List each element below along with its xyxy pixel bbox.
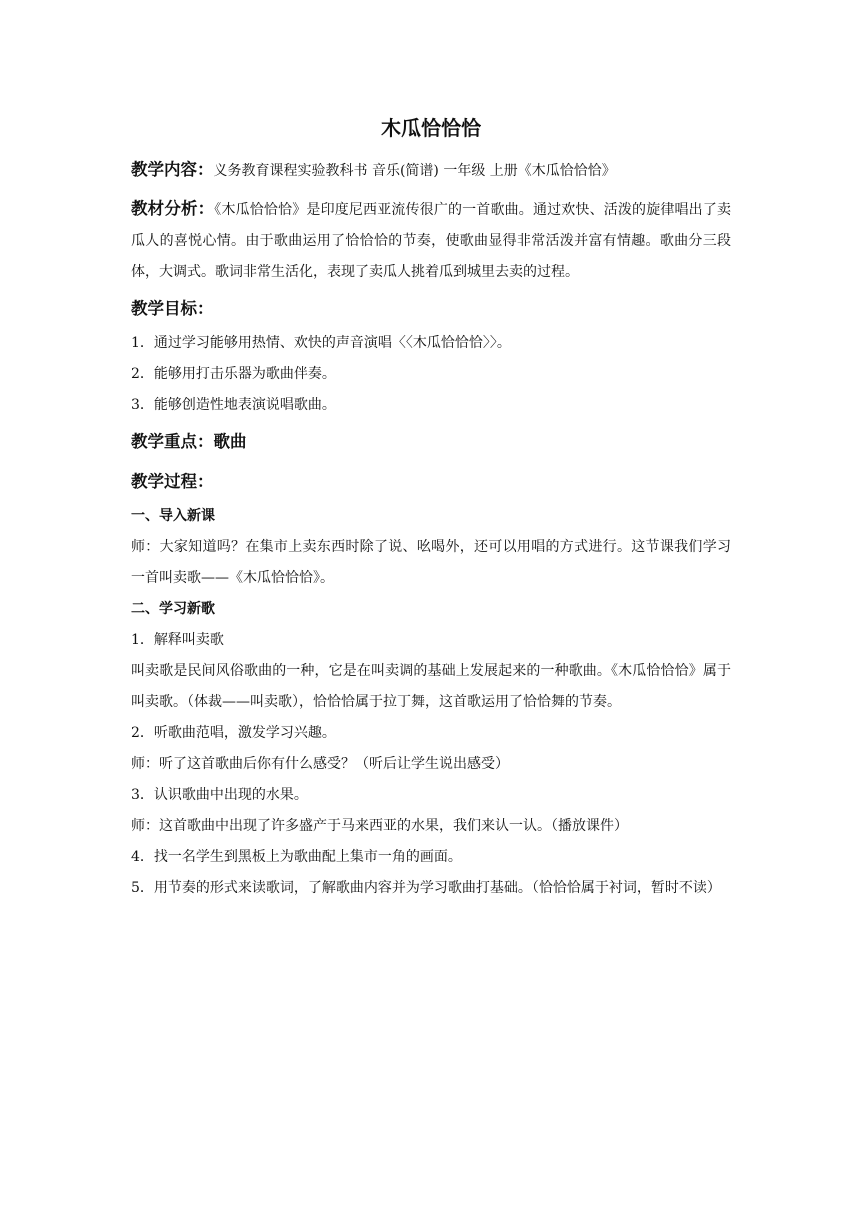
step-line: 2．听歌曲范唱，激发学习兴趣。 [131,725,336,741]
material-analysis-text: 《木瓜恰恰恰》是印度尼西亚流传很广的一首歌曲。通过欢快、活泼的旋律唱出了卖瓜人的喜悦心情。由于歌曲运用了恰恰恰的节奏，使歌曲显得非常活泼并富有情趣。歌曲分三段体，大调式。歌词非常生活化，表现了卖瓜人挑着瓜到城里去卖的过程。 [131,202,732,280]
goal-item: 1．通过学习能够用热情、欢快的声音演唱〈〈木瓜恰恰恰〉〉。 [131,335,511,351]
document-title: 木瓜恰恰恰 [381,116,481,140]
teaching-content [131,154,731,187]
step-line: 3．认识歌曲中出现的水果。 [131,787,308,803]
teaching-content-text: 义务教育课程实验教科书 音乐(简谱) 一年级 上册《木瓜恰恰恰》 [213,163,616,179]
goal-item: 2．能够用打击乐器为歌曲伴奏。 [131,366,336,382]
step-line: 师：这首歌曲中出现了许多盛产于马来西亚的水果，我们来认一认。（播放课件） [131,818,628,834]
intro-heading: 一、导入新课 [131,508,215,524]
intro-text: 师：大家知道吗？在集市上卖东西时除了说、吆喝外，还可以用唱的方式进行。这节课我们学习一首叫卖歌——《木瓜恰恰恰》。 [131,539,731,586]
step-line: 1．解释叫卖歌 [131,632,224,648]
teaching-goals-heading: 教学目标： [131,299,214,318]
material-analysis-label: 教材分析： [131,199,215,218]
new-song-heading: 二、学习新歌 [131,601,215,617]
material-analysis [131,193,731,288]
step-line: 4．找一名学生到黑板上为歌曲配上集市一角的画面。 [131,849,462,865]
document-page [131,108,731,904]
step-line: 5．用节奏的形式来读歌词，了解歌曲内容并为学习歌曲打基础。（恰恰恰属于衬词，暂时不读） [131,880,721,896]
teaching-focus-heading: 教学重点：歌曲 [131,432,247,451]
step-line: 师：听了这首歌曲后你有什么感受？（听后让学生说出感受） [131,756,509,772]
teaching-process-heading: 教学过程： [131,472,214,491]
goal-item: 3．能够创造性地表演说唱歌曲。 [131,397,336,413]
step-line: 叫卖歌是民间风俗歌曲的一种，它是在叫卖调的基础上发展起来的一种歌曲。《木瓜恰恰恰》属于叫卖歌。（体裁——叫卖歌），恰恰恰属于拉丁舞，这首歌运用了恰恰舞的节奏。 [131,663,731,710]
teaching-content-label: 教学内容： [131,160,214,179]
